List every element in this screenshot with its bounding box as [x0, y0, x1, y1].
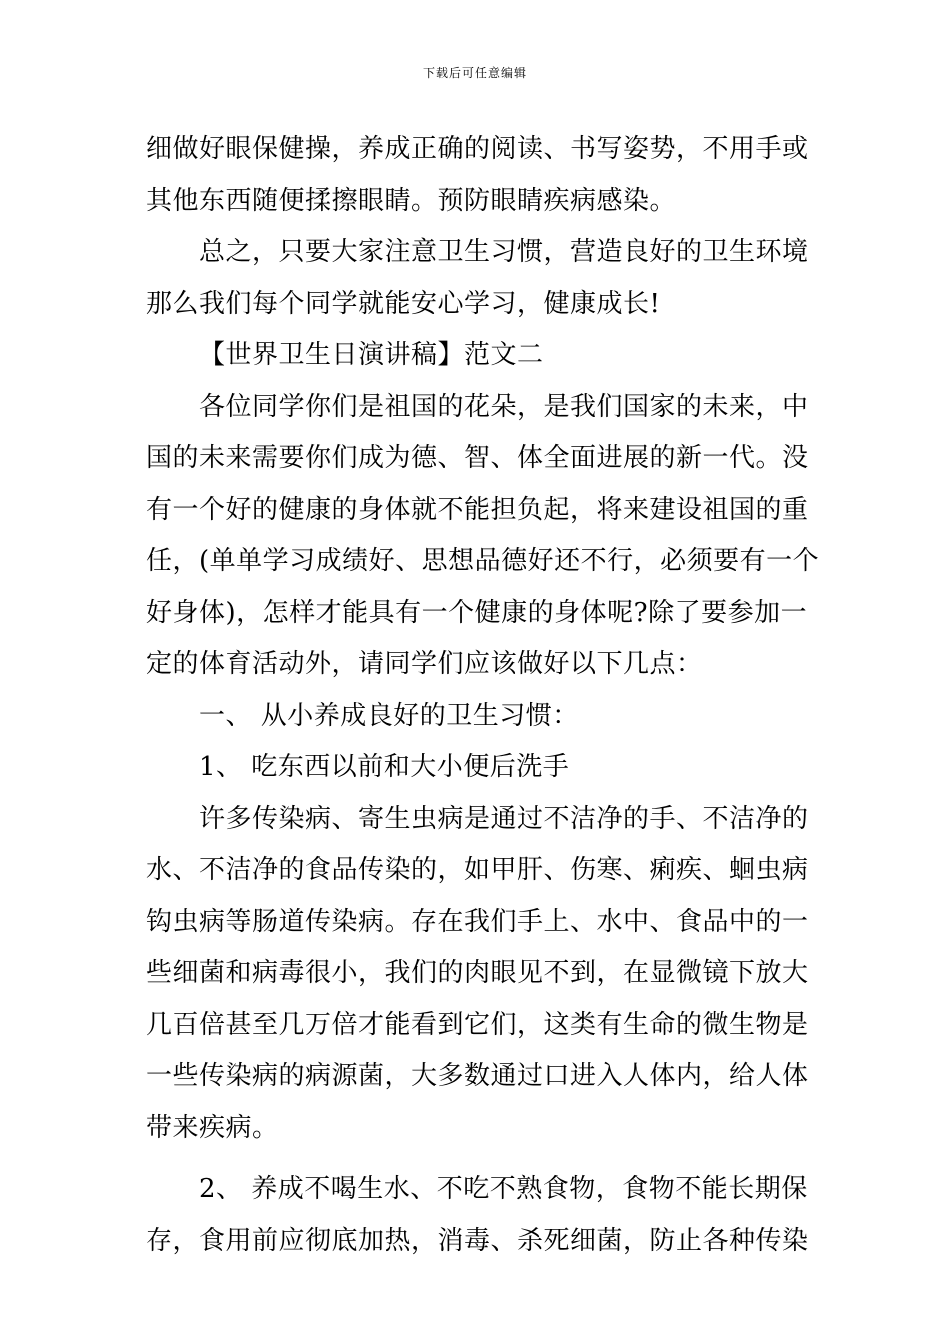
text-line: 定的体育活动外，请同学们应该做好以下几点： [146, 649, 703, 679]
list-item-heading: 1、 吃东西以前和大小便后洗手 [199, 752, 570, 782]
text-line: 些细菌和病毒很小，我们的肉眼见不到，在显微镜下放大 [146, 958, 809, 988]
text-line: 总之，只要大家注意卫生习惯，营造良好的卫生环境 [199, 237, 809, 267]
text-line: 钩虫病等肠道传染病。存在我们手上、水中、食品中的一 [146, 906, 809, 937]
text-line: 那么我们每个同学就能安心学习，健康成长! [146, 288, 661, 319]
text-line: 各位同学你们是祖国的花朵，是我们国家的未来，中 [199, 391, 809, 422]
text-line: 一些传染病的病源菌，大多数通过口进入人体内，给人体 [146, 1061, 809, 1091]
text-line: 细做好眼保健操，养成正确的阅读、书写姿势，不用手或 [146, 134, 809, 164]
list-item-heading: 2、 养成不喝生水、不吃不熟食物，食物不能长期保 [199, 1174, 808, 1204]
text-line: 许多传染病、寄生虫病是通过不洁净的手、不洁净的 [199, 803, 809, 834]
text-line: 其他东西随便揉擦眼睛。预防眼睛疾病感染。 [146, 185, 677, 216]
text-line: 几百倍甚至几万倍才能看到它们，这类有生命的微生物是 [146, 1009, 809, 1040]
text-line: 水、不洁净的食品传染的，如甲肝、伤寒、痢疾、蛔虫病 [146, 855, 809, 885]
header-note: 下载后可任意编辑 [422, 66, 527, 80]
list-heading: 一、 从小养成良好的卫生习惯： [199, 700, 579, 731]
section-title: 【世界卫生日演讲稿】范文二 [199, 340, 544, 370]
text-line: 有一个好的健康的身体就不能担负起，将来建设祖国的重 [146, 494, 809, 525]
text-line: 存，食用前应彻底加热，消毒、杀死细菌，防止各种传染 [146, 1225, 809, 1256]
text-line: 带来疾病。 [146, 1112, 279, 1143]
text-line: 好身体)，怎样才能具有一个健康的身体呢?除了要参加一 [146, 597, 808, 628]
body-text [146, 124, 820, 1267]
text-line: 任，(单单学习成绩好、思想品德好还不行，必须要有一个 [146, 546, 820, 576]
text-line: 国的未来需要你们成为德、智、体全面进展的新一代。没 [146, 443, 809, 473]
